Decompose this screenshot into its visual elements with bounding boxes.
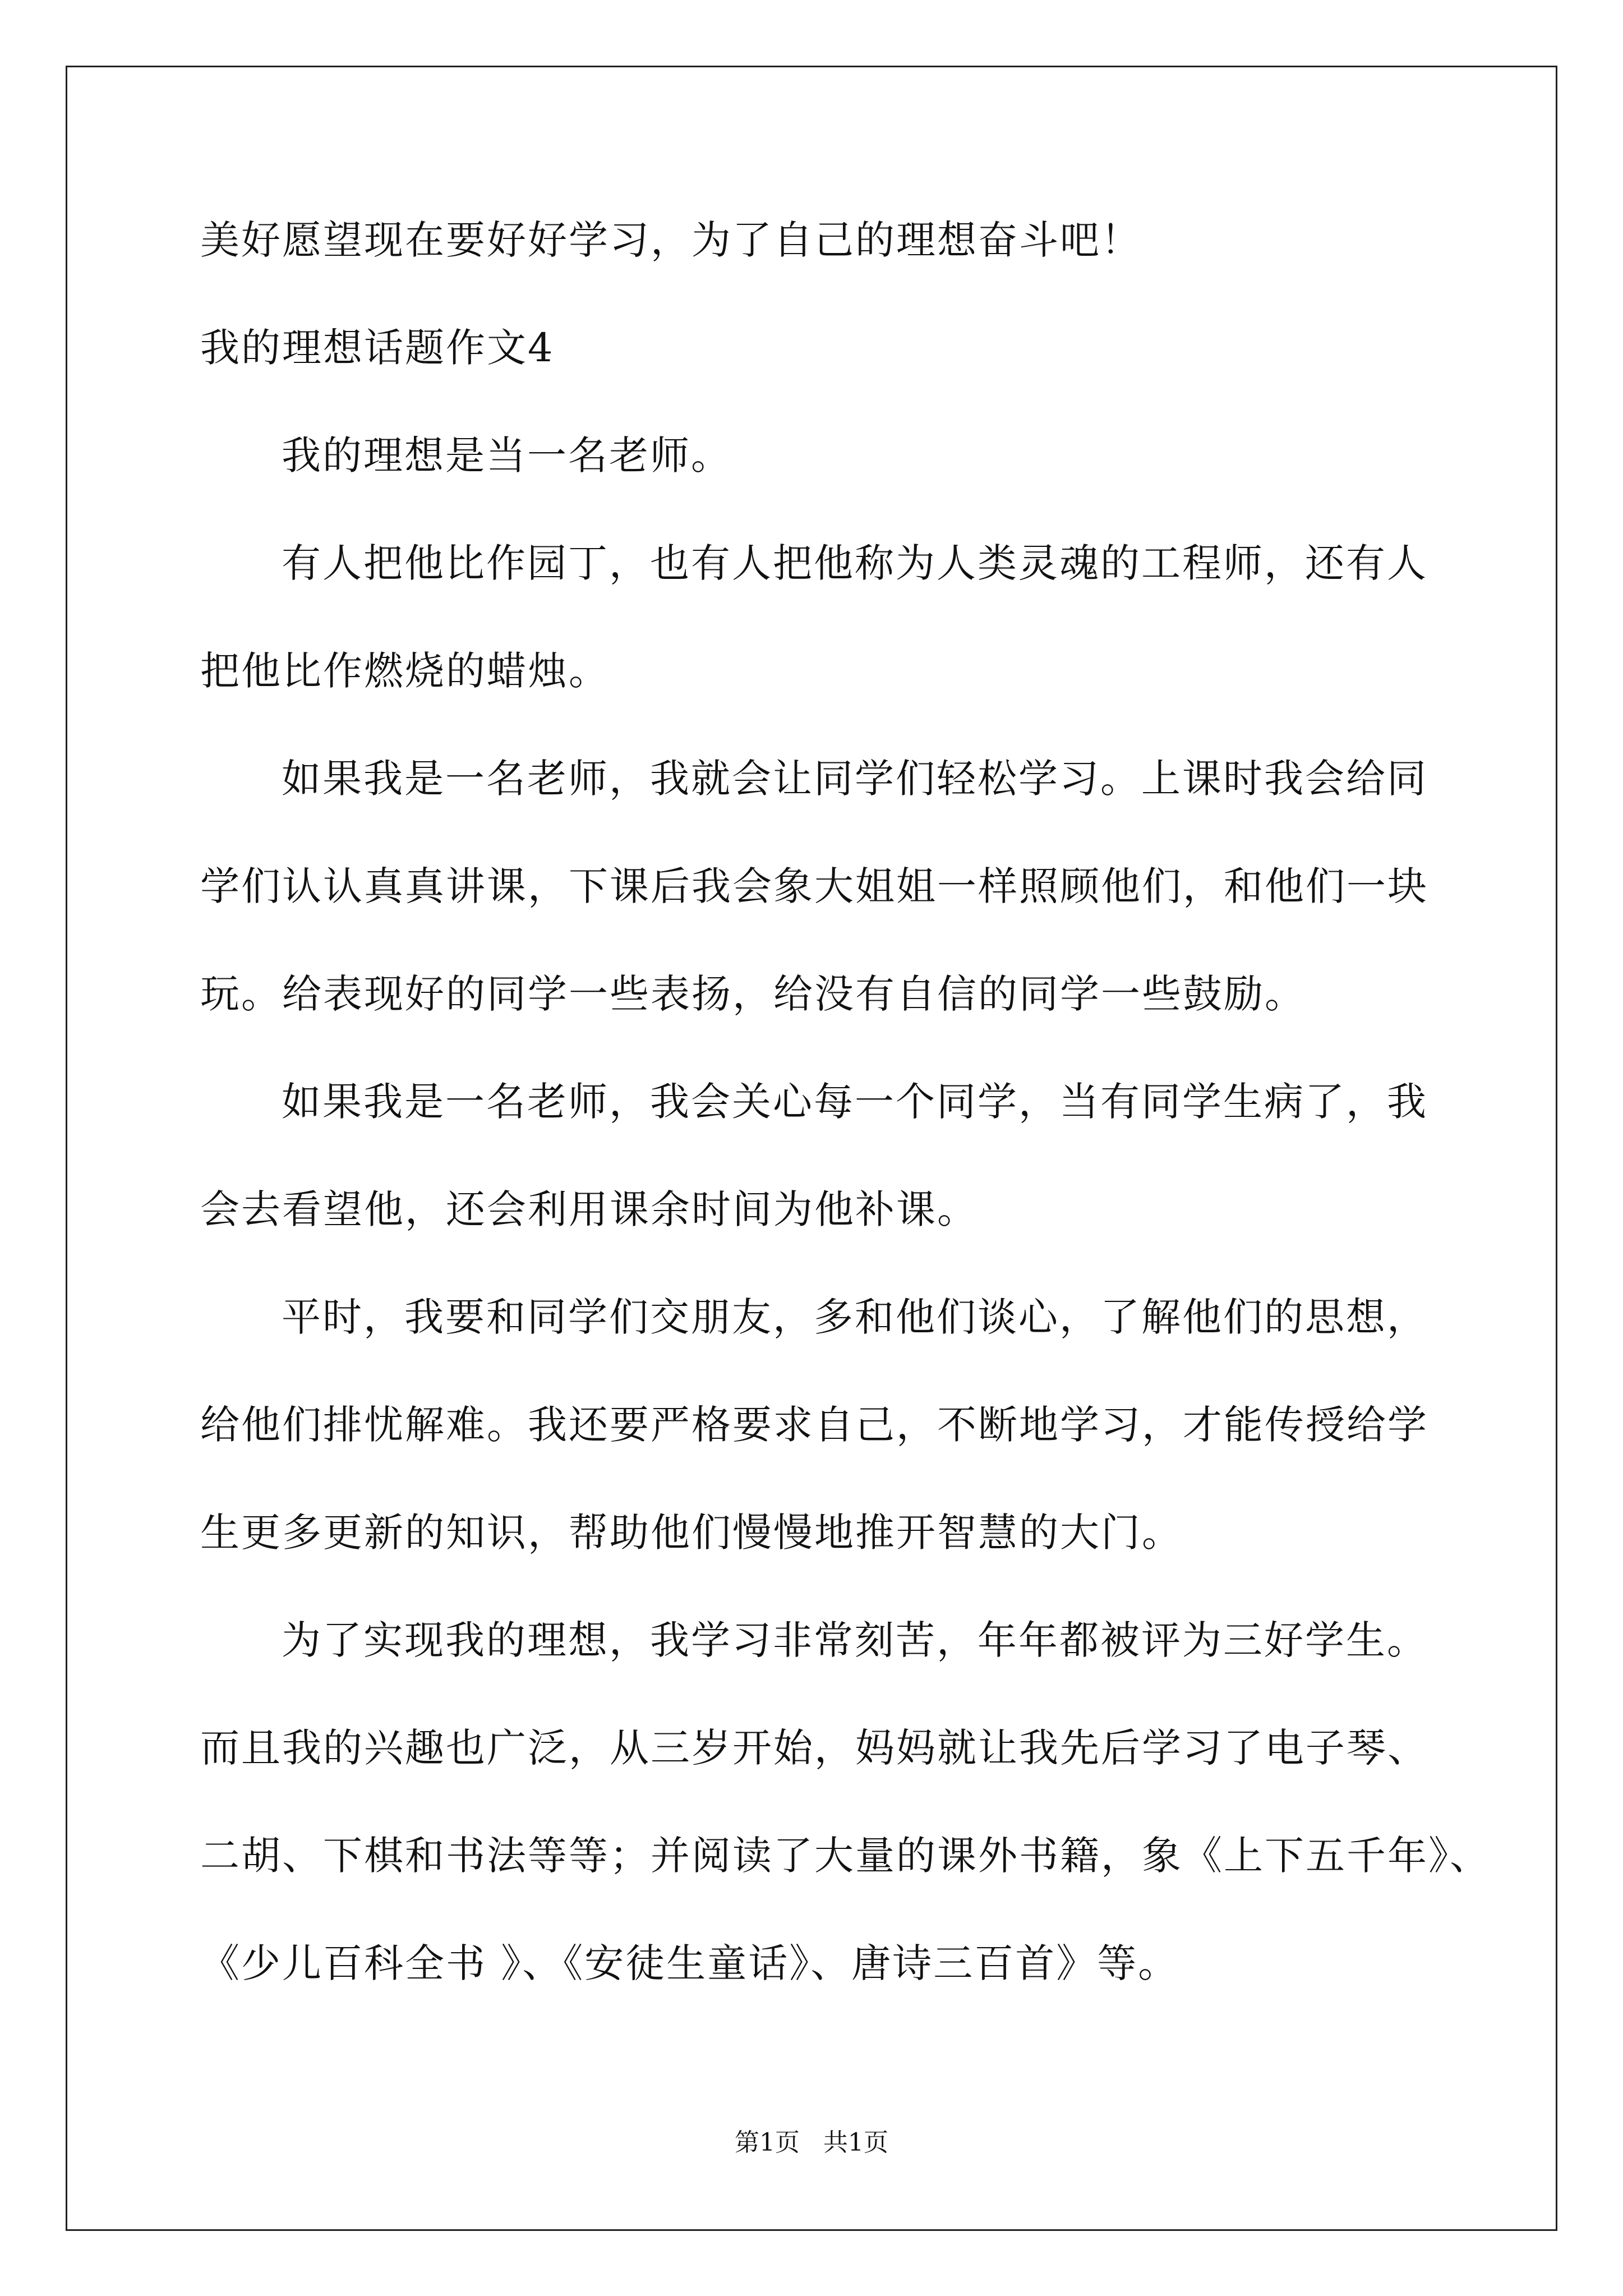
text-line: 美好愿望现在要好好学习，为了自己的理想奋斗吧！ xyxy=(200,217,1142,263)
section-heading: 我的理想话题作文4 xyxy=(200,325,555,371)
page-number-footer: 第1页 共1页 xyxy=(735,2128,888,2157)
page-border xyxy=(66,66,1557,2231)
paragraph-line: 我的理想是当一名老师。 xyxy=(282,432,732,478)
paragraph-line: 如果我是一名老师，我会关心每一个同学，当有同学生病了，我 xyxy=(282,1079,1428,1125)
paragraph-line: 有人把他比作园丁，也有人把他称为人类灵魂的工程师，还有人 xyxy=(282,540,1428,586)
paragraph-line: 《少儿百科全书 》、《安徒生童话》、唐诗三百首》等。 xyxy=(200,1940,1179,1986)
paragraph-line: 生更多更新的知识，帮助他们慢慢地推开智慧的大门。 xyxy=(200,1510,1183,1556)
paragraph-line: 如果我是一名老师，我就会让同学们轻松学习。上课时我会给同 xyxy=(282,756,1428,802)
paragraph-line: 玩。给表现好的同学一些表扬，给没有自信的同学一些鼓励。 xyxy=(200,971,1306,1017)
paragraph-line: 给他们排忧解难。我还要严格要求自己，不断地学习，才能传授给学 xyxy=(200,1402,1428,1448)
paragraph-line: 学们认认真真讲课，下课后我会象大姐姐一样照顾他们，和他们一块 xyxy=(200,863,1428,909)
paragraph-line: 二胡、下棋和书法等等；并阅读了大量的课外书籍，象《上下五千年》、 xyxy=(200,1833,1491,1879)
paragraph-line: 为了实现我的理想，我学习非常刻苦，年年都被评为三好学生。 xyxy=(282,1617,1428,1663)
paragraph-line: 而且我的兴趣也广泛，从三岁开始，妈妈就让我先后学习了电子琴、 xyxy=(200,1725,1428,1771)
paragraph-line: 平时，我要和同学们交朋友，多和他们谈心，了解他们的思想， xyxy=(282,1294,1428,1340)
paragraph-line: 把他比作燃烧的蜡烛。 xyxy=(200,648,610,694)
paragraph-line: 会去看望他，还会利用课余时间为他补课。 xyxy=(200,1186,978,1232)
